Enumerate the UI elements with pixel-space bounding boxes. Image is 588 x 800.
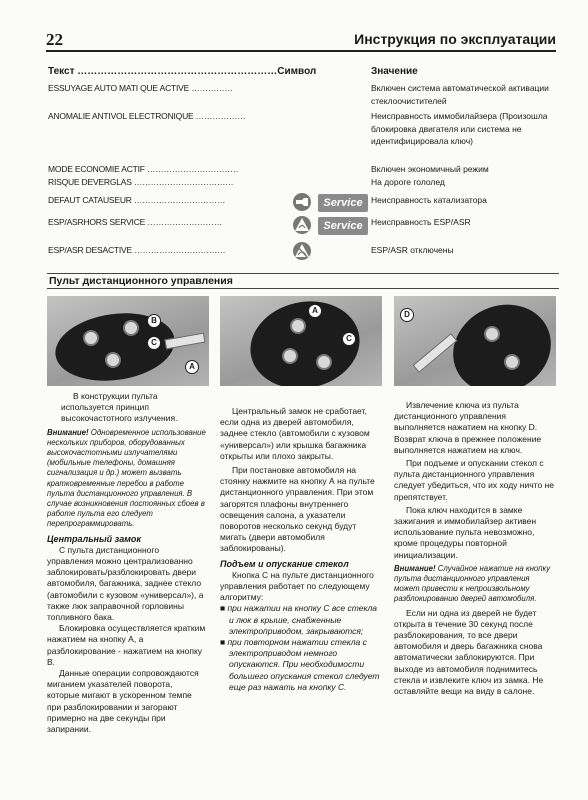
- remote-photo-key-release: [394, 296, 556, 386]
- row-text: ESSUYAGE AUTO MATI QUE ACTIVE ……………: [48, 83, 233, 93]
- page-number: 22: [46, 30, 63, 49]
- row-value: Неисправность катализатора: [371, 195, 487, 205]
- service-badge: Service: [318, 217, 368, 235]
- paragraph: При подъеме и опускании стекол с пульта дистанционного управления следует убедиться, что их ходу ничто не препятствует.: [394, 458, 554, 502]
- heading: Центральный замок: [47, 533, 141, 544]
- paragraph: Блокировка осуществляется кратким нажатием на кнопку А, а разблокирование - нажатием на кнопку В.: [47, 623, 206, 667]
- label-c: C: [147, 336, 161, 350]
- paragraph: Если ни одна из дверей не будет открыта в течение 30 секунд после разблокирования, то все двери автомобиля и дверь багажника снова автоматически заблокируются. При выходе из автомобиля поднимитесь стекла и извлеките ключ из замка. Не оставляйте вещи на виду в салоне.: [394, 607, 544, 697]
- row-text: DEFAUT CATAUSEUR ……………………………: [48, 195, 226, 205]
- label-b: B: [147, 314, 161, 328]
- row-value: ESP/ASR отключены: [371, 245, 454, 255]
- text-column-3: [394, 400, 556, 697]
- esp-off-icon: [288, 241, 316, 261]
- row-value: Неисправность ESP/ASR: [371, 217, 471, 227]
- paragraph: Кнопка С на пульте дистанционного управления работает по следующему алгоритму:: [220, 569, 374, 603]
- bullet-item: ■ при повторном нажатии стекла с электроприводом немного опускаются. При необходимости большего опускания стекол следует еще раз нажать на кнопку С.: [220, 637, 380, 692]
- row-value: Включен экономичный режим: [371, 164, 489, 174]
- label-a: A: [308, 304, 322, 318]
- paragraph: Центральный замок не сработает, если одна из дверей автомобиля, заднее стекло (автомобили с кузовом «универсал») или крышка багажника открыты или плохо закрыты.: [220, 406, 370, 461]
- remote-photo-buttons-closeup: [220, 296, 382, 386]
- service-badge: Service: [318, 194, 368, 212]
- paragraph: Данные операции сопровождаются миганием указателей поворота, которые мигают в ускоренном темпе при разблокировании и загорают примерно на две секунды при запирании.: [47, 668, 199, 735]
- column-header-value: Значение: [371, 66, 418, 77]
- row-text: MODE ECONOMIE ACTIF ……………………………: [48, 164, 239, 174]
- page-header: [46, 28, 556, 52]
- label-a: A: [185, 360, 199, 374]
- catalyst-icon: [288, 192, 316, 212]
- paragraph: С пульта дистанционного управления можно централизованно заблокировать/разблокировать двери автомобиля, багажника, заднее стекло (автомобили с кузовом «универсал»), а также люк заправочной горловины топливного бака.: [47, 544, 204, 623]
- esp-warning-icon: [288, 215, 316, 235]
- row-text: ESP/ASRHORS SERVICE ………………………: [48, 217, 222, 227]
- bullet-item: ■ при нажатии на кнопку С все стекла и люк в крыше, снабженные электроприводом, закрываются;: [220, 603, 378, 636]
- row-value: Неисправность иммобилайзера (Произошла блокировка двигателя или система не идентифицировала ключ): [371, 111, 548, 146]
- row-text: RISQUE DEVERGLAS ………………………………: [48, 177, 234, 187]
- paragraph: Пока ключ находится в замке зажигания и иммобилайзер активен использование пульта невозможно, кроме процедуры повторной инициализации.: [394, 504, 537, 560]
- page-title: Инструкция по эксплуатации: [354, 31, 556, 47]
- column-header-text: Текст ……………………………………………………Символ: [48, 66, 317, 77]
- row-text: ANOMALIE ANTIVOL ELECTRONIQUE ………………: [48, 111, 246, 121]
- label-c: C: [342, 332, 356, 346]
- row-value: Включен система автоматической активации стеклоочистителей: [371, 83, 549, 106]
- heading: Подъем и опускание стекол: [220, 558, 349, 569]
- row-text: ESP/ASR DESACTIVE ……………………………: [48, 245, 226, 255]
- text-column-2: [220, 406, 382, 693]
- section-title: Пульт дистанционного управления: [47, 273, 559, 289]
- text-column-1: [47, 391, 207, 735]
- warning-note: Внимание! Одновременное использование нескольких приборов, оборудованных высокочастотными излучателями (мобильные телефоны, домашняя сигнализация и др.) может вызвать кратковременные перебои в работе пульта дистанционного управления. В случае возникновения постоянных сбоев в работе пульта его следует перепрограммировать.: [47, 427, 206, 529]
- remote-photo-buttons: [47, 296, 209, 386]
- paragraph: Извлечение ключа из пульта дистанционного управления выполняется нажатием на кнопку D. Возврат ключа в прежнее положение выполняется нажатием на ключ.: [394, 400, 542, 455]
- label-d: D: [400, 308, 414, 322]
- paragraph: В конструкции пульта используется принцип высокочастотного излучения.: [61, 391, 178, 424]
- row-value: На дороге гололед: [371, 177, 445, 187]
- warning-note: Внимание! Случайное нажатие на кнопку пульта дистанционного управления может привести к непроизвольному разблокированию дверей автомобиля.: [394, 563, 551, 604]
- paragraph: При постановке автомобиля на стоянку нажмите на кнопку А на пульте дистанционного управления. При этом загорятся плафоны внутреннего освещения салона, а указатели поворотов несколько секунд будут мигать (двери автомобиля заблокированы).: [220, 465, 375, 554]
